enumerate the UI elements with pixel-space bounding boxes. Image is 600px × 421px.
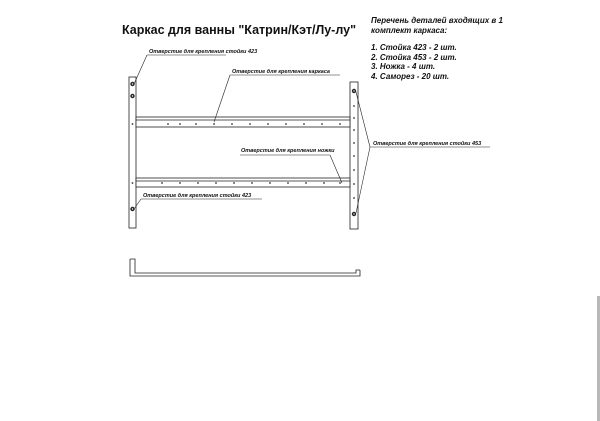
label-hole-post-423-bottom: Отверстие для крепления стойки 423	[143, 193, 252, 199]
rail-hole	[213, 123, 215, 125]
label-hole-frame: Отверстие для крепления каркаса	[232, 69, 330, 75]
rail-hole	[285, 123, 287, 125]
left-post-423	[129, 77, 136, 228]
post-hole	[353, 197, 355, 199]
rail-hole	[231, 123, 233, 125]
parts-list-item: 4. Саморез - 20 шт.	[371, 71, 450, 81]
post-hole	[132, 182, 134, 184]
drawing-title: Каркас для ванны "Катрин/Кэт/Лу-лу"	[122, 23, 356, 37]
parts-heading-line1: Перечень деталей входящих в 1	[371, 16, 503, 25]
parts-list-item: 2. Стойка 453 - 2 шт.	[371, 52, 457, 62]
rail-hole	[287, 182, 289, 184]
rail-hole	[269, 182, 271, 184]
rail-hole	[161, 182, 163, 184]
rail-hole	[339, 182, 341, 184]
post-hole	[353, 105, 355, 107]
hole-center	[132, 95, 133, 96]
post-hole	[353, 129, 355, 131]
leader-lines	[134, 55, 490, 213]
rail-hole	[197, 182, 199, 184]
post-hole	[353, 117, 355, 119]
leader-post-423-bottom	[134, 199, 262, 209]
leader-post-423-top	[134, 55, 226, 84]
label-hole-post-423-top: Отверстие для крепления стойки 423	[149, 49, 258, 55]
rail-hole	[167, 123, 169, 125]
leader-post-453	[356, 92, 490, 213]
side-profile	[130, 259, 360, 276]
post-hole	[353, 155, 355, 157]
post-holes	[130, 82, 356, 216]
rail-hole	[251, 182, 253, 184]
rail-hole	[303, 123, 305, 125]
post-hole	[132, 123, 134, 125]
rail-hole	[321, 123, 323, 125]
rail-hole	[233, 182, 235, 184]
leader-frame	[214, 75, 340, 122]
hole-center	[353, 90, 354, 91]
hole-center	[132, 208, 133, 209]
hole-center	[353, 213, 354, 214]
rail-hole	[339, 123, 341, 125]
rail-hole	[179, 182, 181, 184]
parts-heading-line2: комплект каркаса:	[371, 25, 448, 35]
post-hole	[353, 183, 355, 185]
rail-hole	[195, 123, 197, 125]
rail-hole	[249, 123, 251, 125]
post-hole	[353, 142, 355, 144]
rail-hole	[215, 182, 217, 184]
bottom-rail	[136, 178, 350, 187]
rail-hole	[267, 123, 269, 125]
parts-list-item: 3. Ножка - 4 шт.	[371, 62, 436, 71]
hole-center	[132, 83, 133, 84]
rail-hole	[323, 182, 325, 184]
post-hole	[353, 169, 355, 171]
parts-list-item: 1. Стойка 423 - 2 шт.	[371, 43, 457, 52]
rail-hole	[179, 123, 181, 125]
label-hole-leg: Отверстие для крепления ножки	[241, 148, 335, 154]
hole-centers	[132, 83, 355, 214]
label-hole-post-453: Отверстие для крепления стойки 453	[373, 141, 482, 147]
rail-hole	[305, 182, 307, 184]
top-rail	[136, 117, 350, 127]
